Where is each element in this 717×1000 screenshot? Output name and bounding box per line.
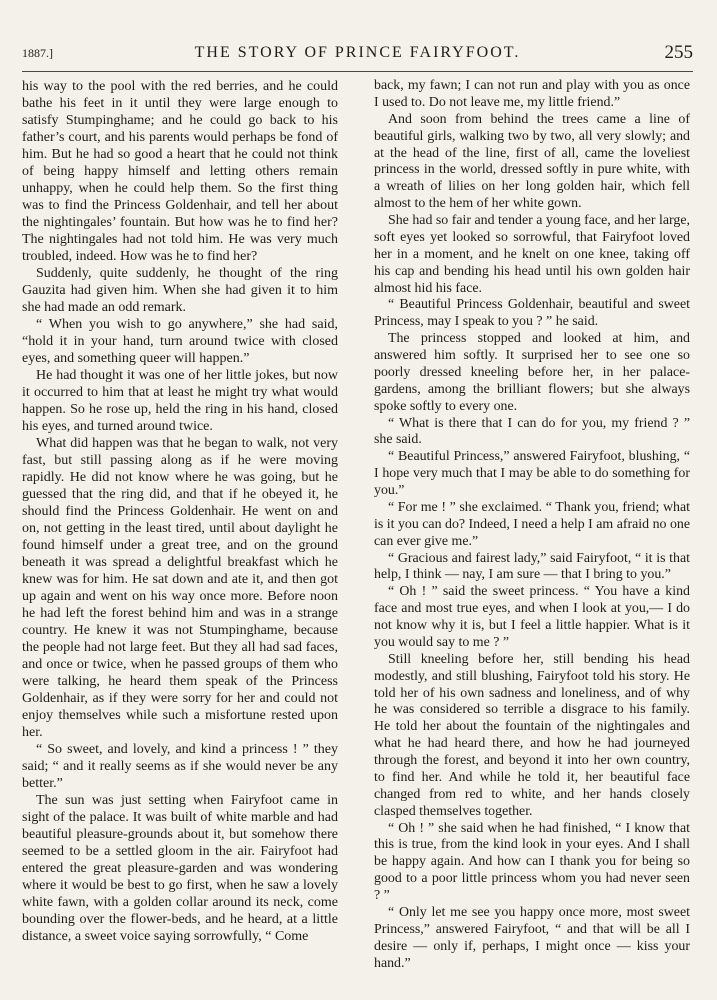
paragraph: “ Oh ! ” she said when he had finished, “ I know that this is true, from the kind look in your eyes. And I shall be happy again. And how can I thank you for being so good to a poor little princess whom you had never seen ? ”: [374, 820, 690, 903]
left-column: [22, 78, 338, 945]
paragraph: And soon from behind the trees came a line of beautiful girls, walking two by two, all very slowly; and at the head of the line, first of all, came the loveliest princess in the world, dressed softly in pure white, with a wreath of lilies on her long golden hair, which fell almost to the hem of her white gown.: [374, 111, 690, 212]
paragraph: his way to the pool with the red berries, and he could bathe his feet in it until they were large enough to satisfy Stumpinghame; and he could go back to his father’s court, and his parents would perhaps be fond of him. But he had so good a heart that he could not think of being happy himself and letting others remain unhappy, when he could help them. So the first thing was to find the Princess Goldenhair, and tell her about the nightingales’ fountain. But how was he to find her? The nightingales had not told him. He was very much troubled, indeed. How was he to find her?: [22, 79, 338, 264]
paragraph: “ For me ! ” she exclaimed. “ Thank you, friend; what is it you can do? Indeed, I need a help I am afraid no one can ever give me.”: [374, 499, 690, 549]
paragraph: “ What is there that I can do for you, my friend ? ” she said.: [374, 415, 690, 448]
page-number: 255: [664, 42, 693, 63]
paragraph: Still kneeling before her, still bending his head modestly, and still blushing, Fairyfoot told his story. He told her of his own sadness and loneliness, and of why he was considered so terrible a disgrace to his family. He told her about the fountain of the nightingales and what he had heard there, and how he had journeyed through the forest, and beyond it into her own country, to find her. And while he told it, her beautiful face changed from red to white, and her hands closely clasped themselves together.: [374, 651, 690, 819]
paragraph: “ Beautiful Princess,” answered Fairyfoot, blushing, “ I hope very much that I may be able to do something for you.”: [374, 449, 690, 498]
paragraph: “ Only let me see you happy once more, most sweet Princess,” answered Fairyfoot, “ and that will be all I desire — only if, perhaps, I might once — kiss your hand.”: [374, 904, 690, 971]
paragraph: “ So sweet, and lovely, and kind a princess ! ” they said; “ and it really seems as if she would never be any better.”: [22, 742, 338, 791]
paragraph: Suddenly, quite suddenly, he thought of the ring Gauzita had given him. When she had given it to him she had made an odd remark.: [22, 266, 338, 315]
paragraph: “ Gracious and fairest lady,” said Fairyfoot, “ it is that help, I think — nay, I am sure — that I bring to you.”: [374, 550, 690, 583]
paragraph: She had so fair and tender a young face, and her large, soft eyes yet looked so sorrowful, that Fairyfoot loved her in a moment, and he knelt on one knee, taking off his cap and bending his head until his own golden hair almost hid his face.: [374, 213, 690, 296]
right-column: [374, 78, 690, 972]
header-rule: [22, 71, 693, 72]
header-year: 1887.]: [22, 46, 53, 60]
header-title: THE STORY OF PRINCE FAIRYFOOT.: [194, 44, 521, 61]
paragraph: back, my fawn; I can not run and play with you as once I used to. Do not leave me, my little friend.”: [374, 78, 690, 110]
paragraph: He had thought it was one of her little jokes, but now it occurred to him that at least he might try what would happen. So he rose up, held the ring in his hand, closed his eyes, and turned around twice.: [22, 368, 338, 434]
paragraph: “ When you wish to go anywhere,” she had said, “hold it in your hand, turn around twice with closed eyes, and something queer will happen.”: [22, 317, 338, 366]
running-header: [22, 38, 693, 68]
paragraph: “ Beautiful Princess Goldenhair, beautiful and sweet Princess, may I speak to you ? ” he said.: [374, 297, 690, 330]
paragraph: “ Oh ! ” said the sweet princess. “ You have a kind face and most true eyes, and when I look at you,— I do not know why it is, but I feel a little happier. What is it you would say to me ? ”: [374, 584, 690, 650]
paragraph: The princess stopped and looked at him, and answered him softly. It surprised her to see one so poorly dressed kneeling before her, in her palace-gardens, among the brilliant flowers; but she always spoke softly to every one.: [374, 331, 690, 414]
paragraph: The sun was just setting when Fairyfoot came in sight of the palace. It was built of white marble and had beautiful pleasure-grounds about it, but somehow there seemed to be a settled gloom in the air. Fairyfoot had entered the great pleasure-garden and was wondering where it would be best to go first, when he saw a lovely white fawn, with a golden collar around its neck, come bounding over the flower-beds, and he heard, at a little distance, a sweet voice saying sorrowfully, “ Come: [22, 793, 338, 944]
paragraph: What did happen was that he began to walk, not very fast, but still passing along as if he were moving rapidly. He did not know where he was going, but he guessed that the ring did, and that if he obeyed it, he should find the Princess Goldenhair. He went on and on, not getting in the least tired, until about daylight he found himself under a great tree, and on the ground beneath it was spread a delightful breakfast which he knew was for him. He sat down and ate it, and then got up again and went on his way once more. Before noon he had left the forest behind him and was in a strange country. He knew it was not Stumpinghame, because the people had not large feet. But they all had sad faces, and once or twice, when he passed groups of them who were talking, he heard them speak of the Princess Goldenhair, as if they were sorry for her and could not enjoy themselves while such a misfortune rested upon her.: [22, 436, 338, 740]
